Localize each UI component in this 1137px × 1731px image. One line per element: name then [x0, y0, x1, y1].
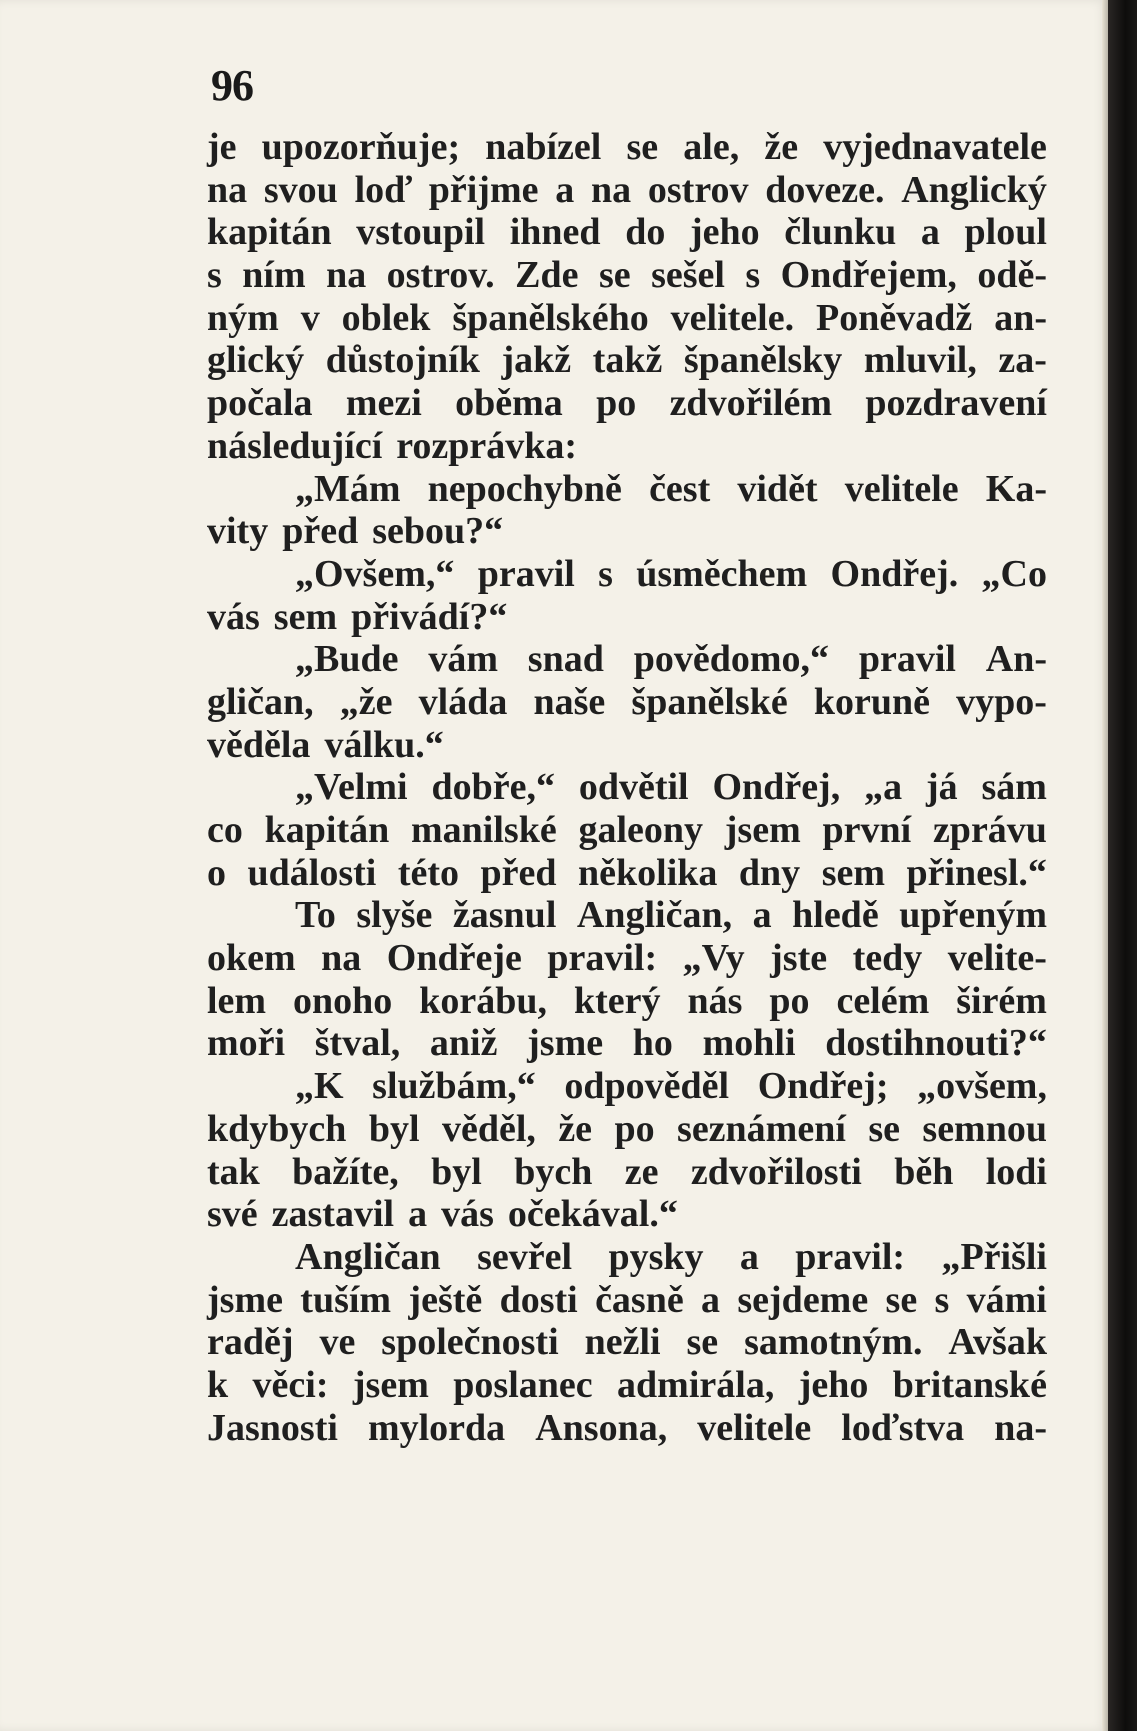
- word: své: [207, 1193, 258, 1236]
- word: „a: [864, 766, 903, 809]
- word: tuším: [300, 1278, 392, 1321]
- word: k: [207, 1363, 229, 1406]
- text-line: [207, 894, 1047, 937]
- word: běh: [894, 1150, 954, 1193]
- word: mohli: [702, 1022, 796, 1065]
- word: oblek: [341, 296, 431, 339]
- word: sevřel: [477, 1235, 573, 1278]
- word: vám: [428, 638, 498, 681]
- text-line: [207, 468, 1047, 511]
- word: že: [558, 1107, 593, 1150]
- word: jeho: [689, 211, 760, 254]
- word: o: [207, 851, 226, 894]
- text-line: [207, 681, 1047, 724]
- word: španělsky: [683, 339, 843, 382]
- word: lodi: [985, 1150, 1047, 1193]
- word: vidět: [737, 467, 818, 510]
- text-line: [207, 1321, 1047, 1364]
- word: ním: [242, 254, 306, 297]
- word: raděj: [207, 1321, 294, 1364]
- word: pravil: [858, 638, 956, 681]
- word: pysky: [608, 1235, 704, 1278]
- word: kapitán: [264, 809, 390, 851]
- word: ještě: [408, 1278, 483, 1321]
- word: velite-: [947, 937, 1047, 980]
- word: zastavil: [271, 1193, 395, 1236]
- word: jeho: [798, 1363, 869, 1406]
- word: ve: [319, 1321, 356, 1364]
- word: nabízel: [485, 126, 602, 168]
- word: po: [769, 979, 810, 1022]
- word: úsměchem: [636, 552, 808, 595]
- word: několika: [578, 851, 718, 894]
- word: doveze.: [765, 168, 885, 211]
- word: události: [247, 851, 377, 894]
- text-line: [207, 254, 1047, 297]
- word: Ondřeje: [386, 937, 522, 980]
- word: sem: [273, 595, 338, 638]
- text-line: [207, 1407, 1047, 1450]
- word: zdvořilém: [669, 382, 833, 425]
- word: vláda: [418, 680, 508, 723]
- word: španělského: [452, 296, 649, 339]
- word: gličan,: [207, 680, 314, 723]
- word: žasnul: [452, 894, 557, 937]
- word: vyjednavatele: [823, 126, 1047, 168]
- word: po: [614, 1107, 655, 1150]
- word: přinesl.“: [906, 851, 1047, 894]
- text-line: [207, 211, 1047, 254]
- text-line: [207, 1022, 1047, 1065]
- text-line: [207, 724, 1047, 767]
- word: zdvořilosti: [690, 1150, 862, 1193]
- word: a: [739, 1235, 759, 1278]
- word: semnou: [922, 1107, 1047, 1150]
- text-line: [207, 425, 1047, 468]
- word: je: [207, 126, 237, 168]
- word: vity: [207, 510, 269, 553]
- word: nežli: [584, 1321, 661, 1364]
- word: rozprávka:: [396, 424, 578, 467]
- word: nepochybně: [427, 467, 622, 510]
- word: na: [321, 937, 362, 980]
- word: první: [822, 809, 912, 851]
- word: oběma: [455, 382, 563, 425]
- word: počala: [207, 382, 313, 425]
- word: sešel: [651, 254, 725, 297]
- word: mezi: [345, 382, 422, 425]
- page-number: 96: [211, 61, 253, 110]
- word: Ondřejem,: [780, 254, 957, 297]
- word: zprávu: [932, 809, 1047, 851]
- word: „Přišli: [941, 1235, 1047, 1278]
- word: na: [207, 168, 248, 211]
- word: lem: [207, 979, 267, 1022]
- word: galeony: [578, 809, 704, 851]
- word: ihned: [509, 211, 601, 254]
- word: pravil:: [547, 937, 658, 980]
- word: ostrov: [647, 168, 749, 211]
- word: vstoupil: [356, 211, 486, 254]
- word: jsme: [207, 1278, 283, 1321]
- word: hledě: [792, 894, 879, 937]
- word: a: [920, 211, 940, 254]
- body-text: [207, 126, 1047, 1449]
- word: s: [598, 552, 613, 595]
- word: pravil: [477, 552, 575, 595]
- word: ploul: [964, 211, 1047, 254]
- word: okem: [207, 937, 296, 980]
- word: jsem: [724, 809, 801, 851]
- word: odpověděl: [564, 1065, 730, 1108]
- word: španělské: [631, 680, 788, 723]
- text-line: [207, 1236, 1047, 1279]
- word: byl: [368, 1107, 420, 1150]
- word: Angličan: [295, 1235, 441, 1278]
- word: velitele: [844, 467, 959, 510]
- text-line: [207, 1364, 1047, 1407]
- word: „Bude: [295, 638, 399, 681]
- word: se: [868, 1107, 900, 1150]
- word: věděla: [207, 723, 311, 766]
- word: „ovšem,: [917, 1065, 1047, 1108]
- word: velitele.: [670, 296, 795, 339]
- word: a: [701, 1278, 721, 1321]
- word: dobře,“: [431, 766, 555, 809]
- word: admirála,: [617, 1363, 775, 1406]
- word: dosti: [499, 1278, 578, 1321]
- word: s: [934, 1278, 950, 1321]
- word: a: [555, 168, 575, 211]
- word: moři: [207, 1022, 286, 1065]
- word: glický: [207, 339, 305, 382]
- word: společnosti: [381, 1321, 559, 1364]
- word: mylorda: [367, 1406, 506, 1449]
- word: a: [408, 1193, 428, 1236]
- word: pravil:: [795, 1235, 906, 1278]
- word: takž: [592, 339, 663, 382]
- word: na: [326, 254, 367, 297]
- word: an-: [994, 296, 1047, 339]
- text-line: [207, 1193, 1047, 1236]
- word: „že: [339, 680, 393, 723]
- word: do: [625, 211, 666, 254]
- word: velitele: [697, 1406, 812, 1449]
- word: nás: [687, 979, 743, 1022]
- word: štval,: [314, 1022, 401, 1065]
- word: samotným.: [744, 1321, 923, 1364]
- word: ze: [624, 1150, 659, 1193]
- text-line: [207, 169, 1047, 212]
- word: službám,“: [372, 1065, 536, 1108]
- word: sebou?“: [372, 510, 504, 553]
- word: já: [925, 766, 958, 809]
- word: na: [590, 168, 632, 211]
- text-line: [207, 809, 1047, 852]
- text-line: [207, 766, 1047, 809]
- word: v: [300, 296, 320, 339]
- word: s: [745, 254, 761, 297]
- word: čest: [649, 467, 711, 510]
- word: odě-: [977, 254, 1047, 297]
- word: jsme: [527, 1022, 604, 1065]
- word: této: [397, 851, 460, 894]
- word: seznámení: [677, 1107, 846, 1150]
- word: povědomo,“: [633, 638, 829, 681]
- word: upozorňuje;: [261, 126, 461, 168]
- word: co: [207, 809, 243, 851]
- word: se: [598, 254, 631, 297]
- text-line: [207, 553, 1047, 596]
- word: tedy: [852, 937, 923, 980]
- word: slyše: [356, 894, 433, 937]
- word: člunku: [784, 211, 897, 254]
- book-spine: [1108, 0, 1137, 1731]
- word: a: [752, 894, 772, 937]
- word: který: [574, 979, 661, 1022]
- word: vás: [207, 595, 260, 638]
- word: „Ovšem,“: [295, 552, 455, 595]
- word: pozdravení: [865, 382, 1047, 425]
- word: To: [295, 894, 336, 937]
- word: Anglický: [901, 168, 1047, 211]
- word: celém: [836, 979, 930, 1022]
- word: po: [596, 382, 637, 425]
- word: širém: [956, 979, 1047, 1022]
- text-line: [207, 1108, 1047, 1151]
- text-line: [207, 339, 1047, 382]
- word: Ansona,: [535, 1406, 668, 1449]
- word: Ondřej;: [757, 1065, 889, 1108]
- word: Angličan,: [576, 894, 733, 937]
- word: že: [764, 126, 799, 168]
- word: loďstva: [841, 1406, 965, 1449]
- word: Ka-: [985, 467, 1047, 510]
- text-line: [207, 638, 1047, 681]
- text-line: [207, 937, 1047, 980]
- word: před: [480, 851, 557, 894]
- word: jsem: [352, 1363, 429, 1406]
- word: vámi: [966, 1278, 1047, 1321]
- word: jste: [770, 937, 828, 980]
- word: „Velmi: [295, 766, 408, 809]
- word: kdybych: [207, 1107, 347, 1150]
- word: věděl,: [441, 1107, 536, 1150]
- word: vás: [441, 1193, 494, 1236]
- word: tak: [207, 1150, 260, 1193]
- text-line: [207, 852, 1047, 895]
- word: ostrov.: [386, 254, 495, 297]
- word: britanské: [892, 1363, 1047, 1406]
- word: se: [686, 1321, 719, 1364]
- word: Zde: [515, 254, 579, 297]
- text-line: [207, 510, 1047, 553]
- word: ale,: [683, 126, 740, 168]
- text-line: [207, 1151, 1047, 1194]
- word: časně: [595, 1278, 684, 1321]
- word: Poněvadž: [816, 296, 973, 339]
- word: byl: [431, 1150, 482, 1193]
- text-line: [207, 297, 1047, 340]
- word: Ondřej.: [830, 552, 959, 595]
- word: „Vy: [682, 937, 745, 980]
- word: důstojník: [325, 339, 480, 382]
- word: se: [626, 126, 659, 168]
- word: Ondřej,: [712, 766, 841, 809]
- word: aniž: [429, 1022, 498, 1065]
- word: na-: [994, 1406, 1047, 1449]
- word: manilské: [411, 809, 557, 851]
- word: kapitán: [207, 211, 332, 254]
- text-line: [207, 382, 1047, 425]
- word: snad: [527, 638, 604, 681]
- word: An-: [985, 638, 1047, 681]
- text-line: [207, 596, 1047, 639]
- word: následující: [207, 424, 383, 467]
- word: se: [885, 1278, 918, 1321]
- word: odvětil: [578, 766, 689, 809]
- word: naše: [533, 680, 606, 723]
- word: jakž: [501, 339, 572, 382]
- word: za-: [998, 339, 1047, 382]
- word: dostihnouti?“: [825, 1022, 1047, 1065]
- word: dny: [738, 851, 801, 894]
- text-line: [207, 1065, 1047, 1108]
- word: bažíte,: [292, 1150, 399, 1193]
- word: „Co: [981, 552, 1047, 595]
- text-line: [207, 980, 1047, 1023]
- word: mluvil,: [863, 339, 977, 382]
- text-line: [207, 1279, 1047, 1322]
- word: upřeným: [899, 894, 1047, 937]
- word: Jasnosti: [207, 1406, 338, 1449]
- word: bych: [514, 1150, 593, 1193]
- word: „K: [295, 1065, 344, 1108]
- word: ným: [207, 296, 279, 339]
- word: sem: [821, 851, 885, 894]
- word: očekával.“: [507, 1193, 678, 1236]
- word: sejdeme: [737, 1278, 869, 1321]
- word: poslanec: [453, 1363, 593, 1406]
- word: věci:: [252, 1363, 329, 1406]
- word: loď: [354, 168, 412, 211]
- word: onoho: [293, 979, 393, 1022]
- word: s: [207, 254, 222, 297]
- word: před: [282, 510, 359, 553]
- word: „Mám: [295, 467, 401, 510]
- word: přijme: [428, 168, 539, 211]
- word: ho: [632, 1022, 673, 1065]
- text-line: [207, 126, 1047, 169]
- word: přivádí?“: [351, 595, 508, 638]
- word: korábu,: [419, 979, 548, 1022]
- word: vypo-: [956, 680, 1047, 723]
- word: válku.“: [324, 723, 444, 766]
- word: svou: [263, 168, 338, 211]
- word: sám: [981, 766, 1047, 809]
- word: koruně: [813, 680, 930, 723]
- word: Avšak: [948, 1321, 1047, 1364]
